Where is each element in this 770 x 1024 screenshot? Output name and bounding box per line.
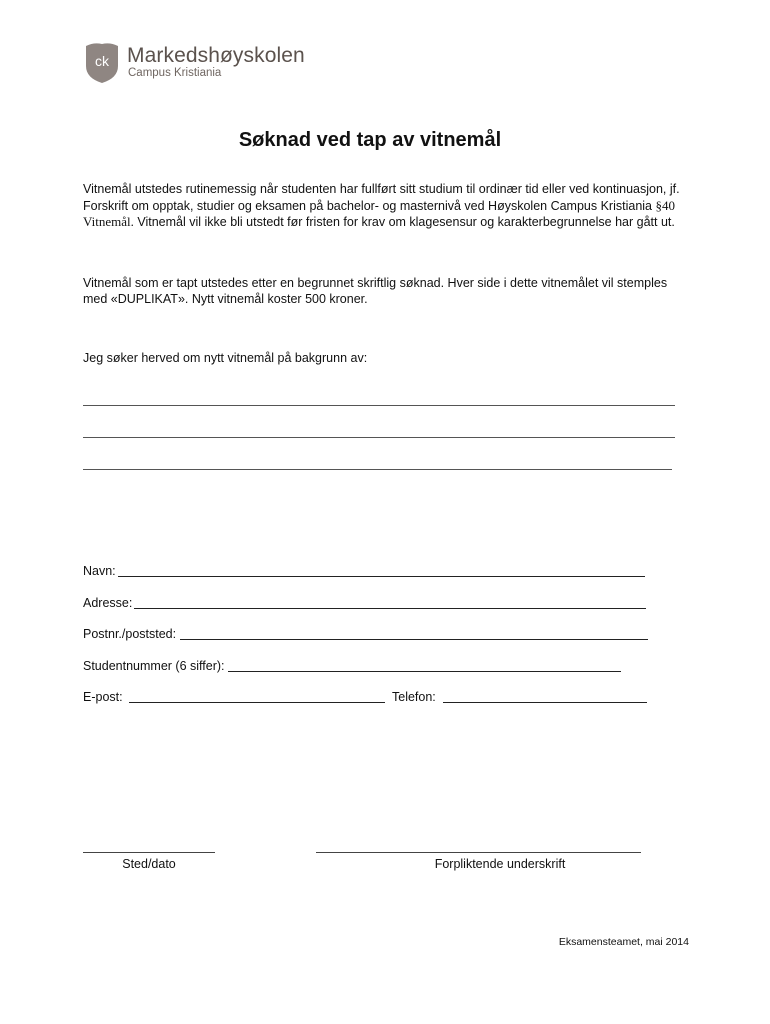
- student-number-field[interactable]: [228, 671, 621, 672]
- logo-monogram: ck: [95, 53, 109, 69]
- footer-note: Eksamensteamet, mai 2014: [558, 936, 689, 948]
- phone-field[interactable]: [443, 702, 647, 703]
- name-label: Navn:: [83, 564, 116, 578]
- intro-text-part1: Vitnemål utstedes rutinemessig når studenten har fullført sitt studium til ordinær tid eller ved kontinuasjon, jf. Forskrift om opptak, studier og eksamen på bachelor- og masternivå ved Høyskolen Campus Kristiania: [83, 182, 680, 213]
- document-title: Søknad ved tap av vitnemål: [238, 129, 502, 151]
- postal-field[interactable]: [180, 639, 648, 640]
- postal-label: Postnr./poststed:: [83, 627, 177, 641]
- phone-label: Telefon:: [392, 690, 436, 704]
- student-number-label: Studentnummer (6 siffer):: [83, 659, 225, 673]
- name-field[interactable]: [118, 576, 645, 577]
- place-date-label: Sted/dato: [122, 857, 176, 871]
- school-logo-shield: [84, 42, 120, 84]
- reason-prompt: Jeg søker herved om nytt vitnemål på bakgrunn av:: [83, 351, 368, 365]
- email-field[interactable]: [129, 702, 385, 703]
- place-date-line[interactable]: [83, 852, 215, 853]
- signature-label: Forpliktende underskrift: [434, 857, 566, 871]
- logo-school-name: Markedshøyskolen: [127, 44, 305, 67]
- reason-line-3[interactable]: [83, 469, 672, 470]
- reason-line-2[interactable]: [83, 437, 675, 438]
- reason-line-1[interactable]: [83, 405, 675, 406]
- duplicate-paragraph: Vitnemål som er tapt utstedes etter en begrunnet skriftlig søknad. Hver side i dette vitnemålet vil stemples med «DUPLIKAT». Nytt vitnemål koster 500 kroner.: [83, 276, 668, 306]
- intro-text-part2: Vitnemål vil ikke bli utstedt før fristen for krav om klagesensur og karakterbegrunnelse har gått ut.: [133, 215, 675, 229]
- address-label: Adresse:: [83, 596, 133, 610]
- email-label: E-post:: [83, 690, 123, 704]
- signature-line[interactable]: [316, 852, 641, 853]
- address-field[interactable]: [134, 608, 646, 609]
- regulation-reference: §40 Vitnemål.: [83, 197, 675, 229]
- logo-campus-name: Campus Kristiania: [128, 67, 222, 79]
- intro-paragraph: [83, 182, 683, 231]
